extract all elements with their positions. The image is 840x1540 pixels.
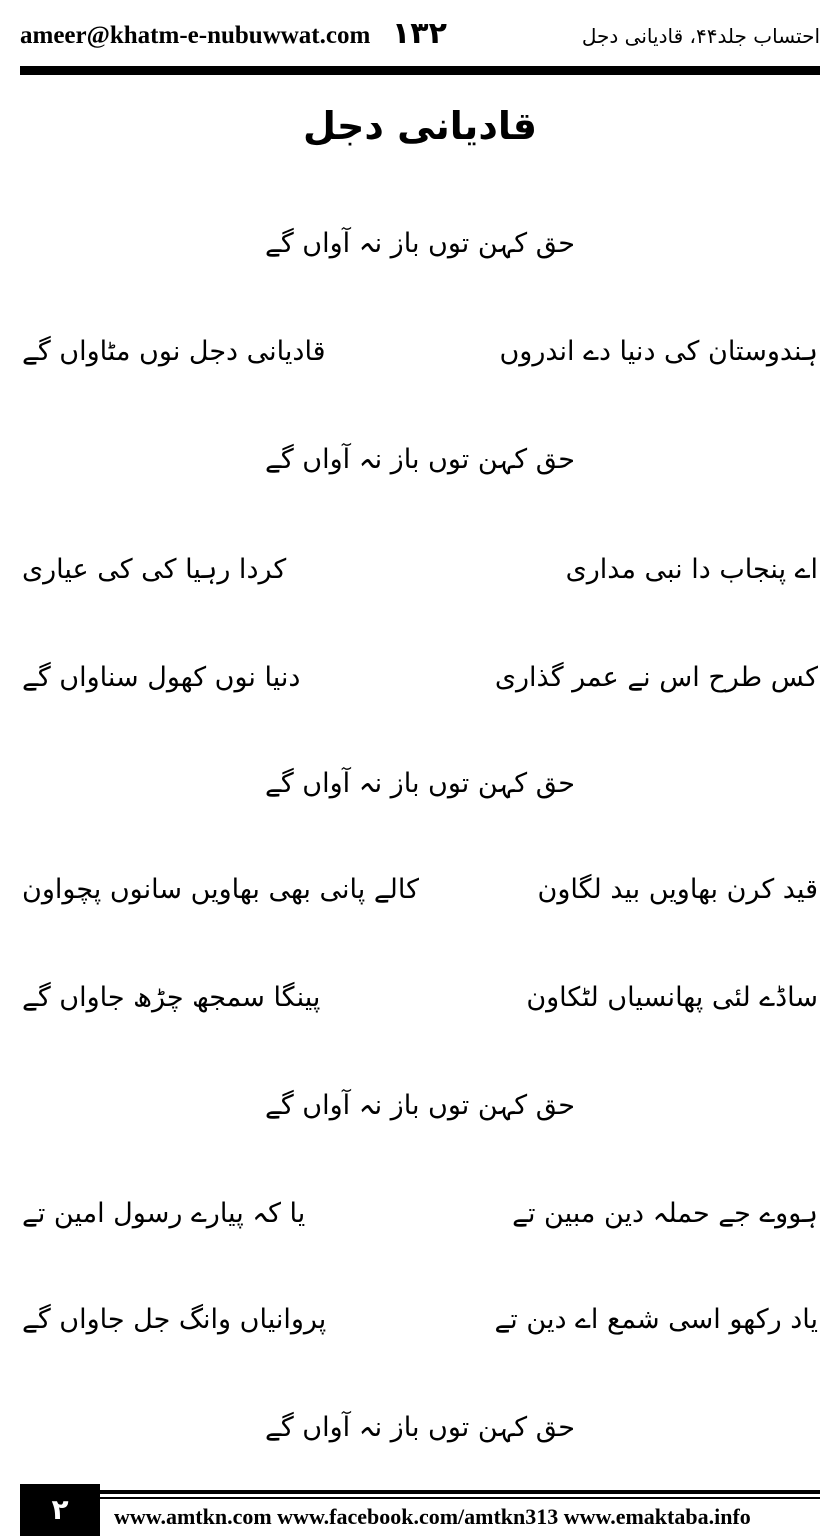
refrain-line: حق کہن توں باز نہ آواں گے <box>265 1412 575 1443</box>
verse-first-hemistich: ہووے جے حملہ دین مبین تے <box>512 1198 818 1229</box>
verse-line <box>22 1192 818 1236</box>
verse-line <box>22 330 818 374</box>
verse-line <box>22 868 818 912</box>
page-footer <box>20 1484 820 1536</box>
verse-line <box>22 1298 818 1342</box>
header-rule <box>20 66 820 75</box>
verse-first-hemistich: ہندوستان کی دنیا دے اندروں <box>499 336 818 367</box>
header-page-number: ۱۳۲ <box>392 16 447 51</box>
verse-first-hemistich: قید کرن بھاویں بید لگاون <box>537 874 818 905</box>
refrain-line: حق کہن توں باز نہ آواں گے <box>265 444 575 475</box>
header-book-reference: احتساب جلد۴۴، قادیانی دجل <box>581 24 820 48</box>
verse-line <box>22 976 818 1020</box>
verse-second-hemistich: کردا رہیا کی کی عیاری <box>22 554 287 585</box>
poem-title: قادیانی دجل <box>303 104 537 148</box>
footer-page-number: ۲ <box>20 1484 100 1536</box>
footer-rule-thin <box>100 1497 820 1499</box>
verse-second-hemistich: پینگا سمجھ چڑھ جاواں گے <box>22 982 321 1013</box>
footer-website-links: www.amtkn.com www.facebook.com/amtkn313 www.emaktaba.info <box>114 1504 751 1529</box>
refrain-line: حق کہن توں باز نہ آواں گے <box>265 768 575 799</box>
verse-second-hemistich: دنیا نوں کھول سناواں گے <box>22 662 301 693</box>
verse-first-hemistich: اے پنجاب دا نبی مداری <box>565 554 818 585</box>
verse-first-hemistich: کس طرح اس نے عمر گذاری <box>494 662 818 693</box>
verse-line <box>22 548 818 592</box>
refrain-line: حق کہن توں باز نہ آواں گے <box>265 228 575 259</box>
header-email: ameer@khatm-e-nubuwwat.com <box>20 22 371 49</box>
verse-line <box>22 656 818 700</box>
verse-second-hemistich: پروانیاں وانگ جل جاواں گے <box>22 1304 327 1335</box>
verse-second-hemistich: کالے پانی بھی بھاویں سانوں پچواون <box>22 874 419 905</box>
refrain-line: حق کہن توں باز نہ آواں گے <box>265 1090 575 1121</box>
footer-rule <box>100 1490 820 1494</box>
verse-first-hemistich: یاد رکھو اسی شمع اے دین تے <box>494 1304 818 1335</box>
verse-second-hemistich: قادیانی دجل نوں مٹاواں گے <box>22 336 326 367</box>
page-header <box>20 18 820 58</box>
verse-second-hemistich: یا کہ پیارے رسول امین تے <box>22 1198 306 1229</box>
verse-first-hemistich: ساڈے لئی پھانسیاں لٹکاون <box>526 982 818 1013</box>
